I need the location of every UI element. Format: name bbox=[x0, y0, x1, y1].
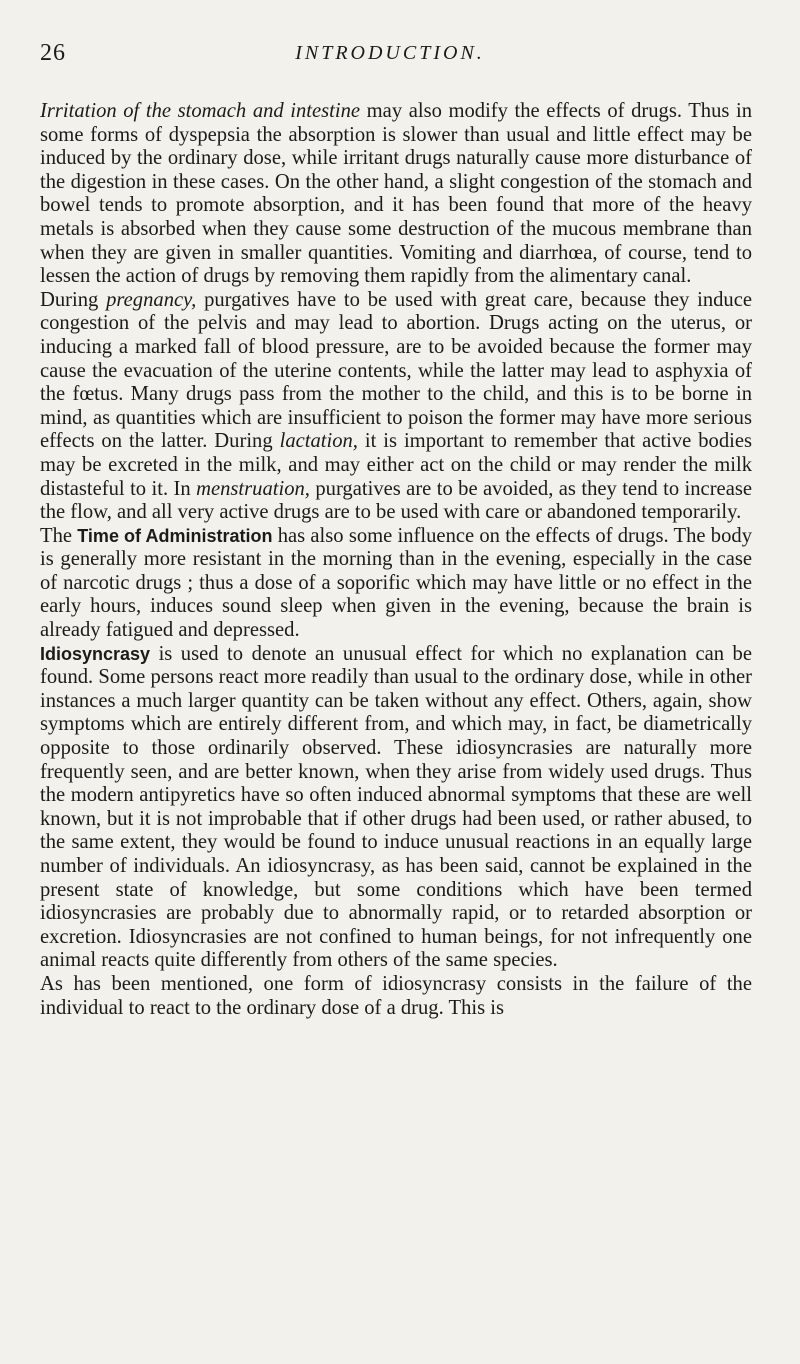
page-header bbox=[40, 40, 740, 76]
bold-term: Time of Administration bbox=[77, 525, 273, 546]
paragraph-text: The bbox=[40, 524, 78, 547]
paragraph-text: has also some influence on the effects of drugs. The body is generally more resistant in the morning than in the evening, especially in the case of narcotic drugs ; thus a dose of a soporific which may have little or no effect in the early hours, induces sound sleep when given in the evening, because the brain is already fatigued and depressed. bbox=[40, 524, 752, 642]
paragraph-idiosyncrasy bbox=[40, 643, 752, 973]
italic-term: lactation, bbox=[279, 430, 358, 453]
italic-term: Irritation of the stomach and intestine bbox=[40, 100, 361, 122]
paragraph-pregnancy bbox=[40, 289, 752, 525]
paragraph-text: During bbox=[40, 288, 107, 311]
paragraph-text: purgatives have to be used with great care, because they induce congestion of the pelvis and may lead to abortion. Drugs acting on the uterus, or inducing a marked fall of blood pressure, are to be avoided because the former may cause the evacuation of the uterine contents, while the latter may lead to asphyxia of the fœtus. Many drugs pass from the mother to the child, and this is to be borne in mind, as quantities which are insufficient to poison the former may have more serious effects on the latter. During bbox=[40, 288, 752, 453]
body-text bbox=[40, 100, 752, 1020]
paragraph-text: As has been mentioned, one form of idiosyncrasy consists in the failure of the individual to react to the ordinary dose of a drug. This is bbox=[40, 972, 752, 1019]
paragraph-text: purgatives are to be avoided, as they tend to increase the flow, and all very active drugs are to be used with care or abandoned temporarily. bbox=[40, 477, 752, 524]
bold-term: Idiosyncrasy bbox=[40, 643, 151, 664]
page-number: 26 bbox=[40, 40, 66, 66]
paragraph-irritation bbox=[40, 100, 752, 289]
running-title: INTRODUCTION. bbox=[295, 42, 485, 64]
paragraph-text: it is important to remember that active bodies may be excreted in the milk, and may either act on the child or may render the milk distasteful to it. In bbox=[40, 430, 752, 500]
italic-term: menstruation, bbox=[196, 477, 310, 500]
italic-term: pregnancy, bbox=[106, 288, 197, 311]
paragraph-failure-to-react bbox=[40, 973, 752, 1020]
paragraph-text: may also modify the effects of drugs. Thus in some forms of dyspepsia the absorption is slower than usual and little effect may be induced by the ordinary dose, while irritant drugs naturally cause more disturbance of the digestion in these cases. On the other hand, a slight congestion of the stomach and bowel tends to promote absorption, and it has been found that more of the heavy metals is absorbed when they cause some destruction of the mucous membrane than when they are given in smaller quantities. Vomiting and diarrhœa, of course, tend to lessen the action of drugs by removing them rapidly from the alimentary canal. bbox=[40, 100, 753, 288]
paragraph-text: is used to denote an unusual effect for which no explanation can be found. Some persons react more readily than usual to the ordinary dose, while in other instances a much larger quantity can be taken without any effect. Others, again, show symptoms which are entirely different from, and which may, in fact, be diametrically opposite to those ordinarily observed. These idiosyncrasies are naturally more frequently seen, and are better known, when they arise from widely used drugs. Thus the modern antipyretics have so often induced abnormal symptoms that these are well known, but it is not improbable that if other drugs had been used, or rather abused, to the same extent, they would be found to induce unusual reactions in an equally large number of individuals. An idiosyncrasy, as has been said, cannot be explained in the present state of knowledge, but some conditions which have been termed idiosyncrasies are probably due to abnormally rapid, or to retarded absorption or excretion. Idiosyncrasies are not confined to human beings, for not infrequently one animal reacts quite differently from others of the same species. bbox=[40, 642, 752, 972]
paragraph-time-of-administration bbox=[40, 525, 752, 643]
